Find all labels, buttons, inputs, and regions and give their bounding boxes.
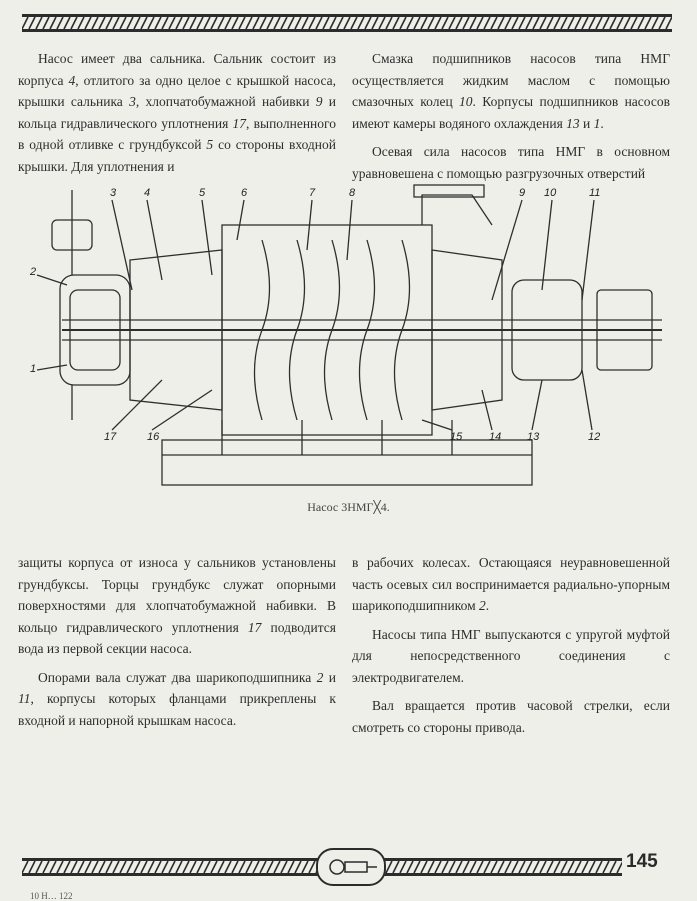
callout-label-13: 13 (527, 431, 540, 443)
text-column-bottom-left (18, 552, 336, 731)
paragraph: Насосы типа НМГ выпускаются с упругой муфтой для непосредственного соединения с электродвигателем. (352, 626, 670, 685)
callout-label-3: 3 (110, 187, 117, 199)
page-number: 145 (626, 851, 658, 872)
figure-caption: Насос 3НМГ╳4. (307, 500, 390, 514)
paragraph: Насос имеет два сальника. Сальник состоит из корпуса 4, отлитого за одно целое с крышкой насоса, крышки сальника 3, хлопчатобумажной набивки 9 и кольца гидравлического уплотнения 17, выполненного в одной отливке с грундбуксой 5 со стороны входной крышки. Для уплотнения и (18, 51, 337, 174)
callout-label-2: 2 (30, 266, 37, 278)
paragraph: Осевая сила насосов типа НМГ в основном уравновешена с помощью разгрузочных отверстий (352, 144, 670, 181)
callout-label-4: 4 (144, 187, 151, 199)
text-column-top-left (18, 48, 336, 177)
footer-ornament-band (22, 848, 622, 886)
callout-label-17: 17 (104, 431, 117, 443)
callout-label-9: 9 (519, 187, 526, 199)
text-column-top-right (352, 48, 670, 184)
paragraph: Вал вращается против часовой стрелки, если смотреть со стороны привода. (352, 698, 670, 735)
header-ornament-band (22, 10, 672, 36)
paragraph: защиты корпуса от износа у сальников установлены грундбуксы. Торцы грундбукс служат опорными поверхностями для хлопчатобумажной набивки. В кольцо гидравлического уплотнения 17 подводится вода из первой секции насоса. (18, 555, 336, 656)
pump-cross-section-drawing (22, 180, 682, 500)
callout-label-10: 10 (544, 187, 557, 199)
callout-label-16: 16 (147, 431, 160, 443)
callout-label-6: 6 (241, 187, 248, 199)
callout-label-1: 1 (30, 363, 37, 375)
paragraph: Опорами вала служат два шарикоподшипника 2 и 11, корпусы которых фланцами прикреплены к входной и напорной крышкам насоса. (18, 669, 336, 728)
text-column-bottom-right (352, 552, 670, 738)
callout-label-15: 15 (450, 431, 463, 443)
paragraph: в рабочих колесах. Остающаяся неуравновешенной часть осевых сил воспринимается радиально-упорным шарикоподшипником 2. (352, 555, 670, 613)
callout-label-12: 12 (588, 431, 601, 443)
callout-label-5: 5 (199, 187, 206, 199)
bottom-note: 10 Н… 122 (30, 891, 73, 901)
callout-label-11: 11 (589, 187, 601, 199)
paragraph: Смазка подшипников насосов типа НМГ осуществляется жидким маслом с помощью смазочных колец 10. Корпусы подшипников насосов имеют камеры водяного охлаждения 13 и 1. (352, 51, 670, 131)
callout-label-7: 7 (309, 187, 316, 199)
callout-label-14: 14 (489, 431, 502, 443)
callout-label-8: 8 (349, 187, 356, 199)
